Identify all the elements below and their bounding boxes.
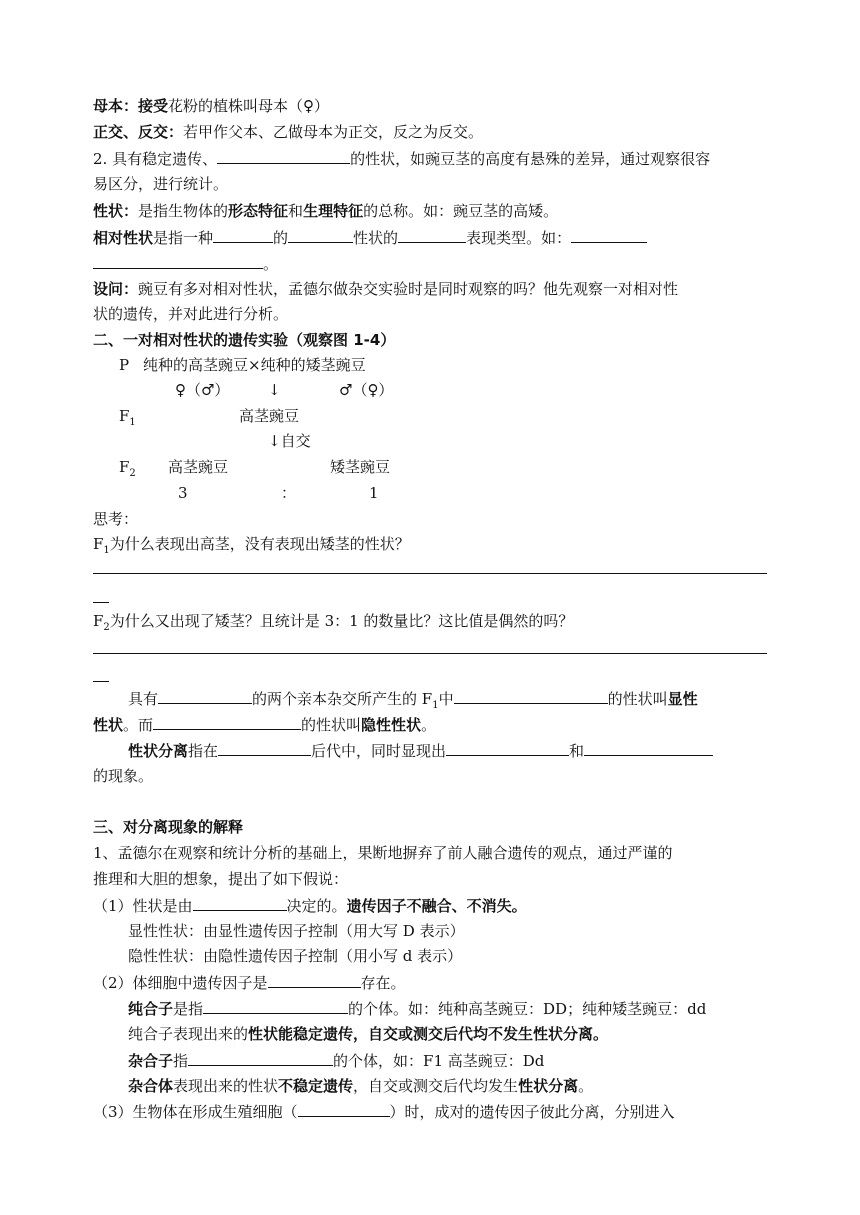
- blank[interactable]: [193, 896, 287, 911]
- line-homozygote-2: [128, 1025, 608, 1043]
- male-female-symbol: ♂（♀）: [339, 381, 394, 399]
- line-2: [93, 149, 710, 168]
- line-homozygote: [128, 999, 706, 1018]
- subscript: 2: [103, 622, 110, 633]
- text: 具有: [128, 690, 159, 708]
- text: ，自交或测交后代均发生: [353, 1077, 519, 1095]
- term-maternal: 母本：: [93, 97, 139, 115]
- answer-line[interactable]: [93, 573, 767, 574]
- subscript: 1: [103, 545, 110, 556]
- text: 若甲作父本、乙做母本为正交，反之为反交。: [183, 123, 484, 141]
- blank[interactable]: [454, 689, 608, 704]
- line-text: 状的遗传，并对此进行分析。: [93, 305, 289, 323]
- generation-f1: [119, 407, 136, 428]
- question-f2: [93, 612, 574, 633]
- text: 的个体。如：纯种高茎豌豆：DD；纯种矮茎豌豆：dd: [348, 1000, 707, 1018]
- text: F: [93, 535, 104, 553]
- line-trait: [93, 202, 558, 220]
- blank[interactable]: [288, 228, 353, 243]
- female-male-symbol: ♀（♂）: [175, 381, 230, 399]
- text: 指在: [188, 742, 219, 760]
- down-arrow-icon: ↓: [268, 381, 281, 399]
- text: 指: [173, 1052, 189, 1070]
- text: 为什么表现出高茎，没有表现出矮茎的性状？: [109, 535, 410, 553]
- text: 的: [273, 229, 289, 247]
- line-blank-cont: [93, 254, 278, 273]
- text: F: [93, 612, 104, 630]
- term-reciprocal: 正交、反交：: [93, 123, 184, 141]
- line-hypothesis-1: [93, 896, 527, 915]
- text: 和: [288, 202, 304, 220]
- term-relative-trait: 相对性状: [93, 229, 154, 247]
- text: 为什么又出现了矮茎？且统计是 3：1 的数量比？这比值是偶然的吗？: [109, 612, 574, 630]
- text: 中: [438, 690, 454, 708]
- line-maternal: [93, 97, 329, 115]
- blank[interactable]: [446, 741, 569, 756]
- section-heading-2: 二、一对相对性状的遗传实验（观察图 1-4）: [93, 331, 396, 349]
- text: 。: [421, 716, 437, 734]
- section-heading-3: 三、对分离现象的解释: [93, 818, 244, 836]
- text: 豌豆有多对相对性状，孟德尔做杂交实验时是同时观察的吗？他先观察一对相对性: [138, 280, 679, 298]
- text: 表现类型。如：: [466, 229, 572, 247]
- line-text: 隐性性状：由隐性遗传因子控制（用小写 d 表示）: [128, 947, 463, 965]
- f2-short: 矮茎豌豆: [330, 458, 391, 476]
- text: 。: [263, 255, 279, 273]
- text: 的总称。如：豌豆茎的高矮。: [363, 202, 559, 220]
- blank[interactable]: [158, 689, 252, 704]
- blank[interactable]: [93, 254, 263, 269]
- subscript: 1: [432, 700, 439, 711]
- question-f1: [93, 535, 410, 556]
- text: 决定的。: [286, 897, 347, 915]
- text: F: [119, 407, 130, 425]
- line-text: 显性性状：由显性遗传因子控制（用大写 D 表示）: [128, 922, 465, 940]
- bold-text: 隐性性状: [361, 716, 422, 734]
- term-heterozygote-body: 杂合体: [128, 1077, 174, 1095]
- text: 是指: [173, 1000, 204, 1018]
- bold-text: 显性: [667, 690, 698, 708]
- text: （3）生物体在形成生殖细胞（: [93, 1103, 298, 1121]
- line-heterozygote-2: [128, 1077, 593, 1095]
- line-hypothesis-2: [93, 973, 406, 992]
- selfing-arrow: ↓自交: [268, 432, 311, 450]
- term-segregation: 性状分离: [128, 742, 189, 760]
- answer-line[interactable]: [93, 602, 109, 603]
- bold-text: 遗传因子不融合、不消失。: [346, 897, 527, 915]
- subscript: 2: [129, 468, 136, 479]
- text: 2. 具有稳定遗传、: [93, 150, 218, 168]
- term-question: 设问：: [93, 280, 139, 298]
- text: 。: [578, 1077, 594, 1095]
- text: ）时，成对的遗传因子彼此分离，分别进入: [389, 1103, 675, 1121]
- blank[interactable]: [213, 228, 273, 243]
- f2-tall: 高茎豌豆: [168, 458, 229, 476]
- blank[interactable]: [217, 149, 350, 164]
- text: F: [119, 458, 130, 476]
- blank[interactable]: [584, 741, 713, 756]
- blank[interactable]: [268, 973, 361, 988]
- text: 的个体，如：F1 高茎豌豆：Dd: [333, 1052, 545, 1070]
- answer-line[interactable]: [93, 653, 767, 654]
- text: 纯合子表现出来的: [128, 1025, 249, 1043]
- blank[interactable]: [218, 741, 311, 756]
- text: 存在。: [360, 974, 406, 992]
- line-hypothesis-3: [93, 1102, 675, 1121]
- bold-text: 性状: [93, 716, 124, 734]
- bold-text: 性状分离: [518, 1077, 579, 1095]
- blank[interactable]: [571, 228, 647, 243]
- generation-p: P: [119, 356, 130, 374]
- ratio-3: 3: [178, 484, 188, 502]
- text: 花粉的植株叫母本（♀）: [168, 97, 329, 115]
- text: 后代中，同时显现出: [311, 742, 447, 760]
- cross-parents: 纯种的高茎豌豆×纯种的矮茎豌豆: [143, 356, 366, 374]
- term-heterozygote: 杂合子: [128, 1052, 174, 1070]
- blank[interactable]: [398, 228, 466, 243]
- text: 的性状叫: [607, 690, 668, 708]
- bold-text: 性状能稳定遗传，自交或测交后代均不发生性状分离。: [248, 1025, 609, 1043]
- ratio-colon: ：: [281, 484, 297, 502]
- text: 的性状叫: [301, 716, 362, 734]
- line-recessive: [93, 715, 436, 734]
- term-homozygote: 纯合子: [128, 1000, 174, 1018]
- line-segregation: [128, 741, 713, 760]
- blank[interactable]: [203, 999, 348, 1014]
- answer-line[interactable]: [93, 681, 109, 682]
- blank[interactable]: [153, 715, 301, 730]
- line-text: 易区分，进行统计。: [93, 175, 229, 193]
- ratio-1: 1: [369, 484, 379, 502]
- blank[interactable]: [298, 1102, 390, 1117]
- line-dominant: [128, 689, 698, 711]
- line-heterozygote: [128, 1051, 544, 1070]
- line-question: [93, 280, 678, 298]
- text: 性状的: [353, 229, 399, 247]
- text: （2）体细胞中遗传因子是: [93, 974, 268, 992]
- bold-text: 生理特征: [303, 202, 364, 220]
- line-text: 推理和大胆的想象，提出了如下假说：: [93, 870, 349, 888]
- line-relative-trait: [93, 228, 647, 247]
- text: 是指生物体的: [138, 202, 229, 220]
- text: 的两个亲本杂交所产生的 F: [252, 690, 433, 708]
- line-reciprocal: [93, 123, 483, 141]
- text: 的性状，如豌豆茎的高度有悬殊的差异，通过观察很容: [350, 150, 711, 168]
- text: 。而: [123, 716, 154, 734]
- f1-offspring: 高茎豌豆: [239, 407, 300, 425]
- bold-text: 形态特征: [228, 202, 289, 220]
- text: （1）性状是由: [93, 897, 193, 915]
- text: 和: [569, 742, 585, 760]
- text: 是指一种: [153, 229, 214, 247]
- bold-text: 不稳定遗传: [278, 1077, 354, 1095]
- text: 表现出来的性状: [173, 1077, 279, 1095]
- blank[interactable]: [188, 1051, 333, 1066]
- line-text: 1、孟德尔在观察和统计分析的基础上，果断地摒弃了前人融合遗传的观点，通过严谨的: [93, 844, 673, 862]
- generation-f2: [119, 458, 136, 479]
- subscript: 1: [129, 417, 136, 428]
- think-label: 思考：: [93, 510, 139, 528]
- bold-text: 接受: [138, 97, 169, 115]
- term-trait: 性状：: [93, 202, 139, 220]
- line-text: 的现象。: [93, 767, 154, 785]
